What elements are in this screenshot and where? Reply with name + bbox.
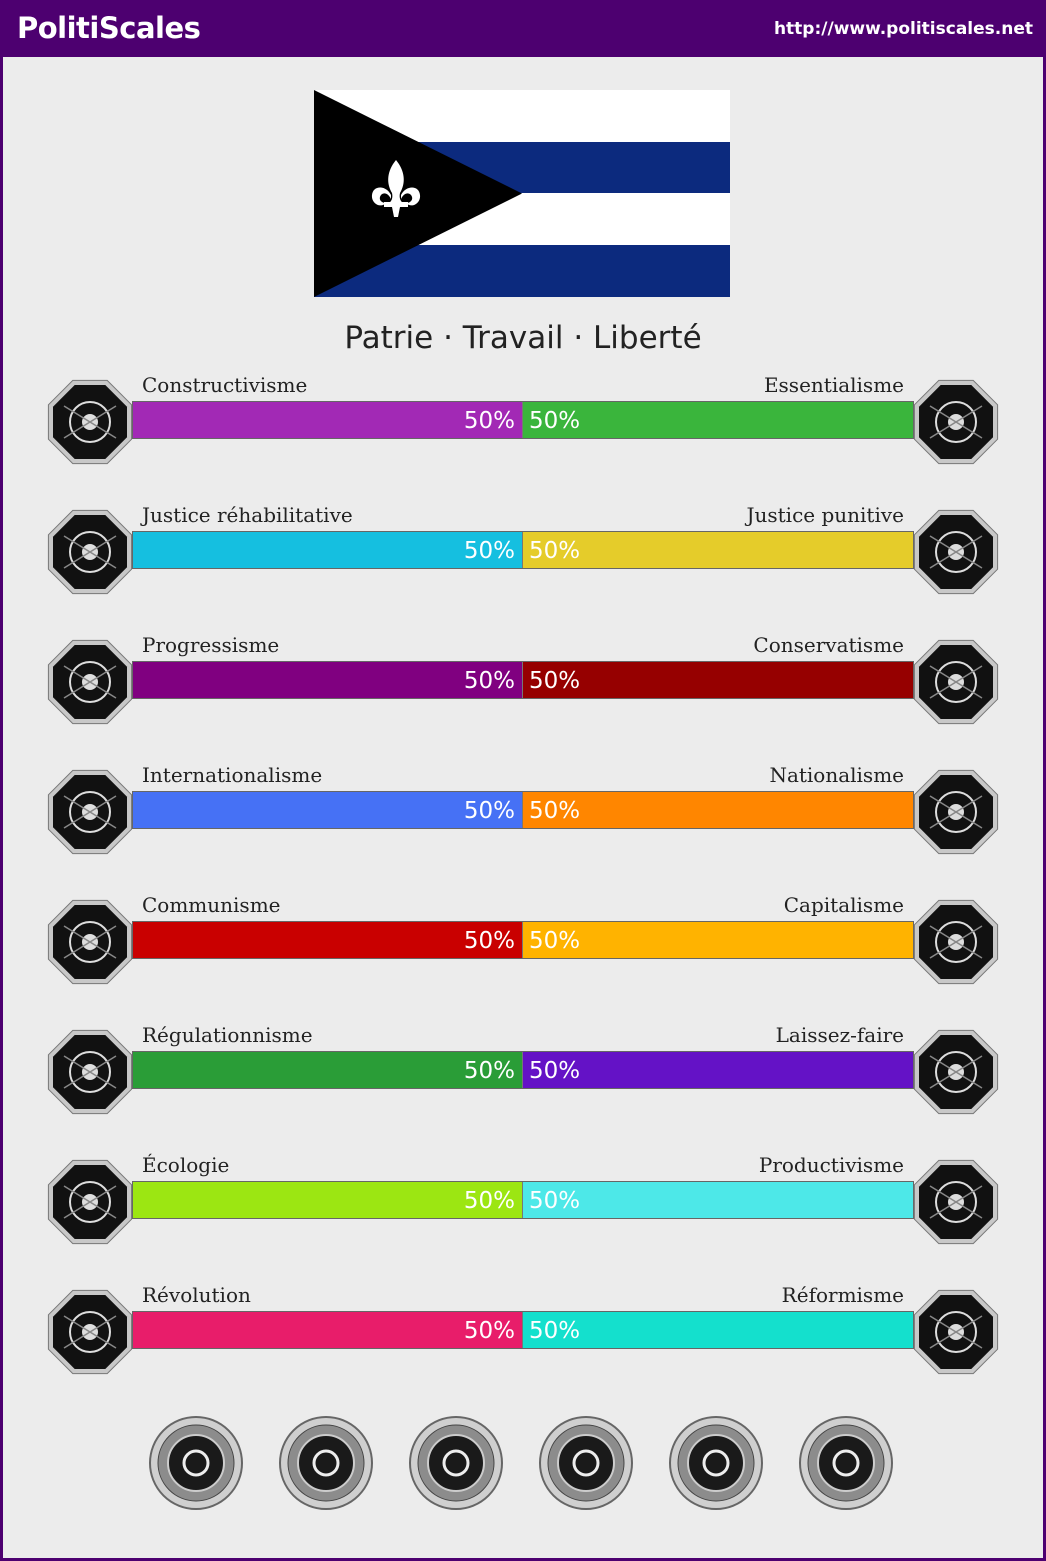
axis-left-label: Justice réhabilitative	[142, 503, 353, 527]
axis-right-percent: 50%	[529, 1058, 581, 1084]
axis-left-percent: 50%	[463, 798, 515, 824]
axis-row	[44, 1023, 1002, 1126]
sprout-icon	[44, 1156, 136, 1248]
axis-left-label: Constructivisme	[142, 373, 308, 397]
axis-right-label: Justice punitive	[746, 503, 904, 527]
flag-icon	[910, 766, 1002, 858]
comet-icon	[44, 636, 136, 728]
axis-right-label: Conservatisme	[753, 633, 904, 657]
result-flag	[314, 90, 730, 297]
brand-logo[interactable]: PolitiScales	[17, 11, 201, 45]
axis-right-label: Nationalisme	[769, 763, 904, 787]
axis-right-percent: 50%	[529, 408, 581, 434]
axis-left-label: Régulationnisme	[142, 1023, 313, 1047]
crowd-icon	[910, 1286, 1002, 1378]
butterfly-icon	[910, 1026, 1002, 1118]
axis-right-percent: 50%	[529, 1318, 581, 1344]
axis-left-fill	[133, 402, 523, 438]
axis-right-label: Laissez-faire	[775, 1023, 904, 1047]
axis-row	[44, 503, 1002, 606]
axis-left-fill	[133, 792, 523, 828]
pragmatism-badge-icon	[278, 1415, 374, 1511]
axis-bar	[132, 1051, 914, 1089]
badge-row	[148, 1415, 908, 1513]
axis-bar	[132, 531, 914, 569]
fist-icon	[44, 1286, 136, 1378]
globe-laurel-icon	[44, 766, 136, 858]
axis-right-fill	[523, 532, 913, 568]
pen-icon	[910, 636, 1002, 728]
axis-bar	[132, 921, 914, 959]
site-url[interactable]: http://www.politiscales.net	[773, 19, 1033, 39]
axis-right-percent: 50%	[529, 1188, 581, 1214]
axis-left-label: Internationalisme	[142, 763, 323, 787]
axis-row	[44, 373, 1002, 476]
axis-right-fill	[523, 402, 913, 438]
axis-bar	[132, 401, 914, 439]
conspiracy-badge-icon	[408, 1415, 504, 1511]
axis-left-fill	[133, 1312, 523, 1348]
ruler-icon	[44, 1026, 136, 1118]
axis-left-fill	[133, 662, 523, 698]
axis-left-percent: 50%	[463, 668, 515, 694]
header-bar	[3, 3, 1043, 57]
axis-right-percent: 50%	[529, 928, 581, 954]
axis-left-label: Écologie	[142, 1153, 230, 1177]
veganism-badge-icon	[538, 1415, 634, 1511]
axis-bar	[132, 791, 914, 829]
motto: Patrie · Travail · Liberté	[344, 320, 702, 356]
prison-bars-icon	[910, 506, 1002, 598]
handshake-icon	[44, 506, 136, 598]
gear-icon	[910, 1156, 1002, 1248]
axis-row	[44, 1283, 1002, 1386]
monarchism-badge-icon	[798, 1415, 894, 1511]
axis-left-percent: 50%	[463, 1188, 515, 1214]
axis-right-fill	[523, 1052, 913, 1088]
axis-right-label: Productivisme	[758, 1153, 904, 1177]
axis-left-percent: 50%	[463, 1058, 515, 1084]
axis-left-percent: 50%	[463, 538, 515, 564]
axis-bar	[132, 661, 914, 699]
axis-right-fill	[523, 792, 913, 828]
axis-left-fill	[133, 922, 523, 958]
constructivism-icon	[44, 376, 136, 468]
axis-right-percent: 50%	[529, 668, 581, 694]
axis-left-percent: 50%	[463, 408, 515, 434]
axis-right-label: Capitalisme	[783, 893, 904, 917]
axis-left-fill	[133, 1052, 523, 1088]
axis-left-percent: 50%	[463, 1318, 515, 1344]
axis-right-percent: 50%	[529, 538, 581, 564]
axis-row	[44, 893, 1002, 996]
anarchism-badge-icon	[148, 1415, 244, 1511]
axis-left-fill	[133, 1182, 523, 1218]
axis-right-fill	[523, 1182, 913, 1218]
axis-row	[44, 1153, 1002, 1256]
axis-right-fill	[523, 922, 913, 958]
money-bag-icon	[910, 896, 1002, 988]
axis-bar	[132, 1181, 914, 1219]
religion-badge-icon	[668, 1415, 764, 1511]
axis-right-percent: 50%	[529, 798, 581, 824]
axis-row	[44, 633, 1002, 736]
axis-bar	[132, 1311, 914, 1349]
axis-left-label: Progressisme	[142, 633, 280, 657]
axis-left-label: Communisme	[142, 893, 281, 917]
hammer-sickle-icon	[44, 896, 136, 988]
axis-right-label: Essentialisme	[763, 373, 904, 397]
essentialism-icon	[910, 376, 1002, 468]
axis-right-label: Réformisme	[781, 1283, 904, 1307]
axis-right-fill	[523, 1312, 913, 1348]
axis-left-fill	[133, 532, 523, 568]
axis-left-percent: 50%	[463, 928, 515, 954]
axis-left-label: Révolution	[142, 1283, 251, 1307]
axis-row	[44, 763, 1002, 866]
axis-right-fill	[523, 662, 913, 698]
